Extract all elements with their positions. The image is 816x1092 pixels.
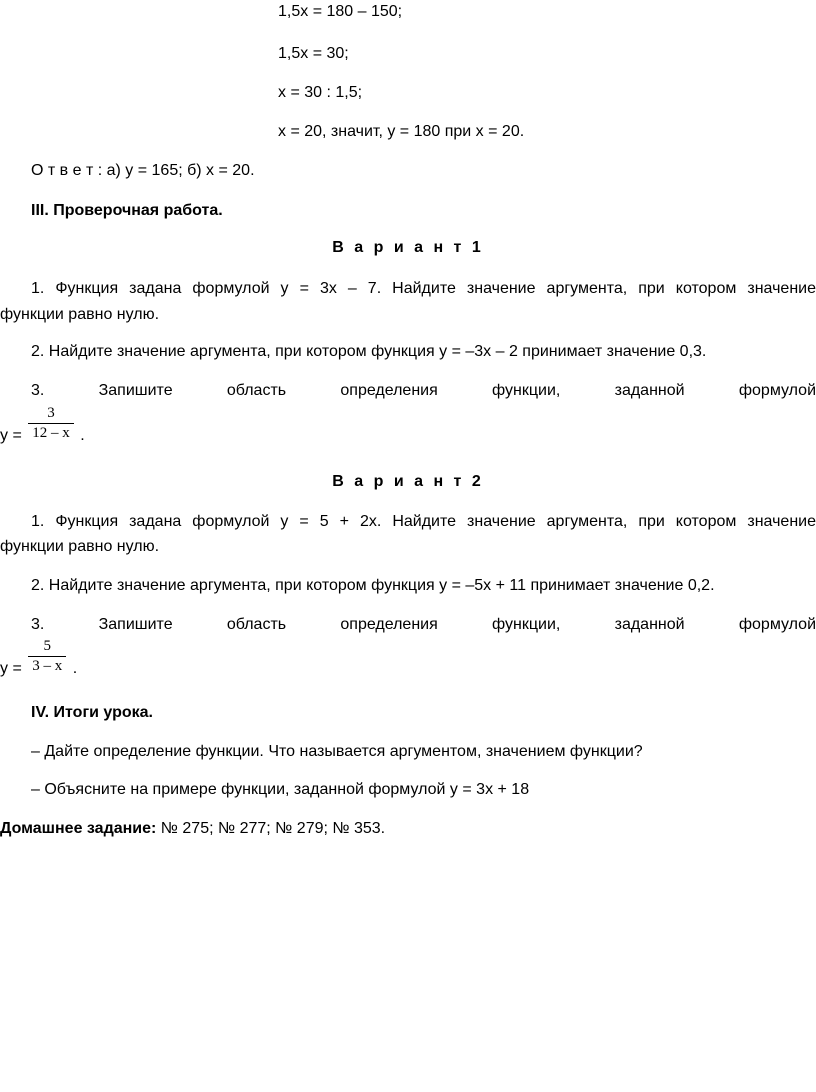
section-3-title: III. Проверочная работа.: [31, 202, 223, 219]
variant-1-task-3-line-1: 3. Запишите область определения функции, заданной формулой: [31, 382, 816, 399]
homework-text: № 275; № 277; № 279; № 353.: [156, 820, 386, 837]
fraction-numerator: 5: [28, 638, 66, 657]
solution-line-4: x = 20, значит, y = 180 при x = 20.: [278, 123, 525, 140]
variant-2-task-2: 2. Найдите значение аргумента, при котором функция y = –5x + 11 принимает значение 0,2.: [31, 577, 715, 594]
homework-line: [0, 819, 385, 839]
fraction-denominator: 3 – x: [32, 658, 63, 674]
variant-2-title: В а р и а н т 2: [332, 473, 484, 490]
fraction: [28, 405, 74, 442]
variant-2-task-1-line-2: функции равно нулю.: [0, 538, 160, 555]
formula-suffix: .: [80, 426, 85, 444]
solution-line-3: x = 30 : 1,5;: [278, 84, 363, 101]
formula-suffix: .: [72, 659, 78, 677]
homework-label: Домашнее задание:: [0, 820, 157, 837]
variant-2-task-1-line-1: 1. Функция задана формулой y = 5 + 2x. Найдите значение аргумента, при котором значение: [31, 513, 816, 530]
summary-question-2: – Объясните на примере функции, заданной формулой y = 3x + 18: [31, 781, 530, 798]
summary-question-1: – Дайте определение функции. Что называется аргументом, значением функции?: [31, 743, 643, 760]
variant-1-title: В а р и а н т 1: [332, 239, 484, 256]
fraction-denominator: 12 – x: [32, 425, 70, 441]
variant-2-task-3-formula: [0, 638, 77, 675]
variant-1-task-1-line-1: 1. Функция задана формулой y = 3x – 7. Найдите значение аргумента, при котором значение: [31, 280, 816, 297]
formula-prefix: y =: [0, 426, 22, 444]
fraction-numerator: 3: [28, 405, 74, 424]
answer-line: О т в е т : а) y = 165; б) x = 20.: [31, 162, 255, 179]
variant-2-task-3-line-1: 3. Запишите область определения функции, заданной формулой: [31, 616, 816, 633]
solution-line-1: 1,5x = 180 – 150;: [278, 3, 403, 20]
formula-prefix: y =: [0, 659, 22, 677]
variant-1-task-2: 2. Найдите значение аргумента, при котором функция y = –3x – 2 принимает значение 0,3.: [31, 343, 707, 360]
variant-1-task-1-line-2: функции равно нулю.: [0, 306, 160, 323]
variant-1-task-3-formula: [0, 405, 85, 442]
fraction: [28, 638, 66, 675]
section-4-title: IV. Итоги урока.: [31, 704, 153, 721]
solution-line-2: 1,5x = 30;: [278, 45, 349, 62]
